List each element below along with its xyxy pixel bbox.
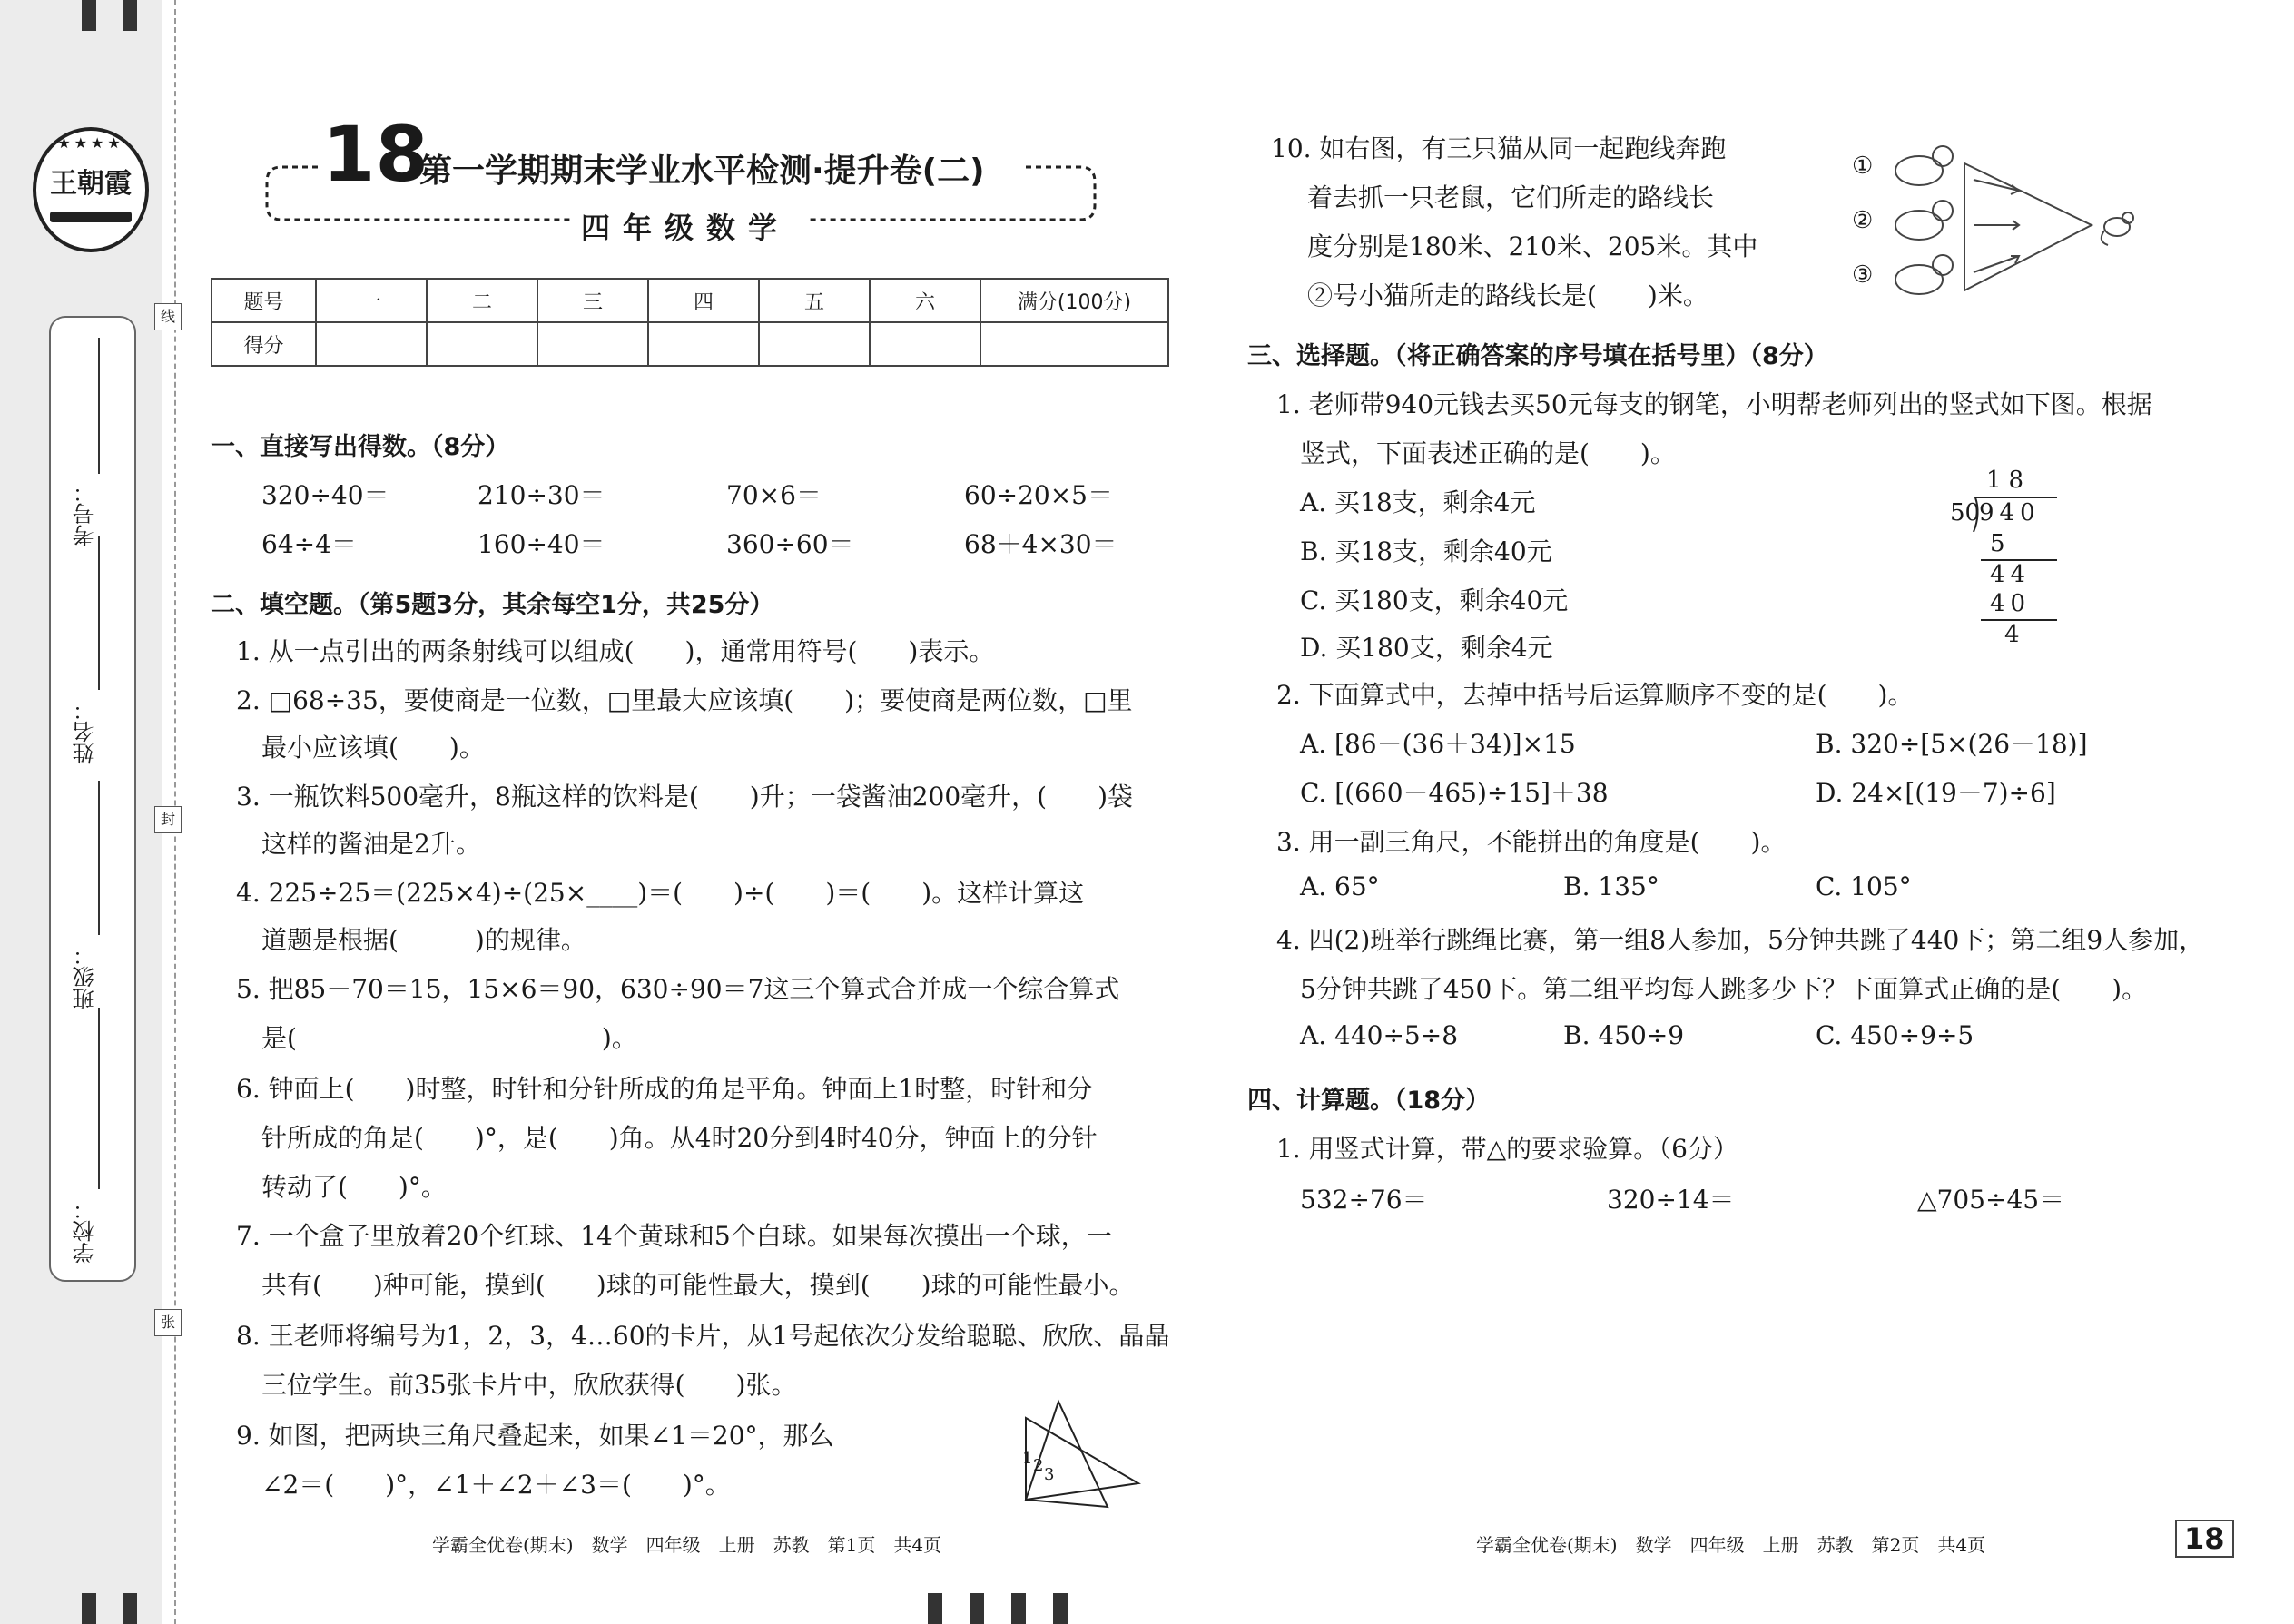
angle-label: 1	[1022, 1449, 1033, 1468]
expression: 320÷14＝	[1607, 1185, 1735, 1215]
option-b: B. 450÷9	[1563, 1020, 1685, 1050]
question-line: 着去抓一只老鼠，它们所走的路线长	[1307, 182, 1715, 212]
expression: 320÷40＝	[261, 480, 389, 510]
question-line: 2. 下面算式中，去掉中括号后运算顺序不变的是( )。	[1276, 680, 1914, 710]
question-line: 3. 用一副三角尺，不能拼出的角度是( )。	[1276, 827, 1787, 857]
table-cell: 六	[870, 279, 980, 322]
option-d: D. 买180支，剩余4元	[1300, 633, 1553, 663]
registration-mark	[1053, 1593, 1068, 1624]
question-line: 1. 从一点引出的两条射线可以组成( )，通常用符号( )表示。	[236, 636, 995, 666]
cat-label: ②	[1852, 207, 1874, 234]
question-line: 道题是根据( )的规律。	[261, 925, 586, 955]
name-label: 姓名：	[73, 699, 98, 764]
question-line: 5. 把85－70＝15，15×6＝90，630÷90＝7这三个算式合并成一个综合算式	[236, 974, 1120, 1004]
section-4-title: 四、计算题。（18分）	[1247, 1087, 1491, 1115]
division-step: 44	[1990, 561, 2032, 588]
option-b: B. 135°	[1563, 871, 1659, 901]
expression: 60÷20×5＝	[964, 480, 1113, 510]
score-input[interactable]	[980, 322, 1168, 366]
exam-number-field[interactable]	[98, 338, 100, 474]
table-cell: 满分(100分)	[980, 279, 1168, 322]
division-divisor: 50	[1950, 499, 1981, 527]
question-line: 7. 一个盒子里放着20个红球、14个黄球和5个白球。如果每次摸出一个球，一	[236, 1221, 1112, 1251]
question-line: 共有( )种可能，摸到( )球的可能性最大，摸到( )球的可能性最小。	[261, 1270, 1135, 1300]
question-line: 2. □68÷35，要使商是一位数，□里最大应该填( )；要使商是两位数，□里	[236, 685, 1133, 715]
option-d: D. 24×[(19－7)÷6]	[1816, 778, 2056, 808]
seal-seal-char: 封	[154, 806, 182, 833]
page-subtitle: 四年级数学	[581, 211, 791, 245]
seal-sheet-char: 张	[154, 1309, 182, 1336]
name-field[interactable]	[98, 536, 100, 690]
expression: 160÷40＝	[478, 529, 605, 559]
right-footer: 学霸全优卷(期末) 数学 四年级 上册 苏教 第2页 共4页	[1476, 1534, 1986, 1556]
score-input[interactable]	[316, 322, 427, 366]
table-row	[212, 279, 1168, 322]
registration-mark	[1011, 1593, 1026, 1624]
publisher-logo: ★★★★ 王朝霞	[33, 127, 149, 252]
question-line: ∠2＝( )°，∠1＋∠2＋∠3＝( )°。	[261, 1470, 731, 1500]
question-line: 10. 如右图，有三只猫从同一起跑线奔跑	[1271, 133, 1727, 163]
angle-label: 2	[1033, 1456, 1044, 1475]
section-1-title: 一、直接写出得数。（8分）	[211, 433, 510, 461]
question-line: 转动了( )°。	[261, 1172, 447, 1202]
expression: 64÷4＝	[261, 529, 357, 559]
question-line: 最小应该填( )。	[261, 733, 485, 763]
option-b: B. 320÷[5×(26－18)]	[1816, 729, 2088, 759]
division-quotient: 18	[1986, 467, 2032, 494]
score-input[interactable]	[870, 322, 980, 366]
option-a: A. 65°	[1300, 871, 1380, 901]
table-cell: 五	[759, 279, 870, 322]
score-input[interactable]	[648, 322, 759, 366]
division-step: 40	[1990, 590, 2032, 617]
division-step: 5	[1990, 530, 2005, 557]
table-cell: 三	[537, 279, 648, 322]
school-label: 学校：	[73, 1198, 98, 1264]
section-2-title: 二、填空题。（第5题3分，其余每空1分，共25分）	[211, 591, 774, 619]
question-line: 是( )。	[261, 1023, 637, 1053]
score-input[interactable]	[427, 322, 537, 366]
registration-mark	[82, 0, 96, 31]
section-3-title: 三、选择题。（将正确答案的序号填在括号里）（8分）	[1247, 342, 1828, 370]
score-input[interactable]	[537, 322, 648, 366]
school-field[interactable]	[98, 1008, 100, 1189]
angle-label: 3	[1044, 1465, 1055, 1484]
registration-mark	[928, 1593, 942, 1624]
question-line: 4. 225÷25＝(225×4)÷(25×____)＝( )÷( )＝( )。这样计算这	[236, 878, 1085, 908]
expression: △705÷45＝	[1917, 1185, 2065, 1215]
question-line: 三位学生。前35张卡片中，欣欣获得( )张。	[261, 1370, 797, 1400]
page-number: 18	[2175, 1520, 2234, 1558]
registration-mark	[970, 1593, 984, 1624]
option-c: C. 买180支，剩余40元	[1300, 586, 1569, 615]
question-line: 这样的酱油是2升。	[261, 829, 481, 859]
test-number: 18	[322, 110, 428, 199]
left-footer: 学霸全优卷(期末) 数学 四年级 上册 苏教 第1页 共4页	[432, 1534, 942, 1556]
score-table	[211, 278, 1169, 367]
option-c: C. 450÷9÷5	[1816, 1020, 1974, 1050]
question-line: ②号小猫所走的路线长是( )米。	[1307, 281, 1708, 310]
registration-mark	[123, 0, 137, 31]
table-cell: 题号	[212, 279, 316, 322]
division-remainder: 4	[2004, 621, 2020, 648]
seal-line-char: 线	[154, 303, 182, 330]
expression: 360÷60＝	[726, 529, 854, 559]
question-line: 度分别是180米、210米、205米。其中	[1307, 231, 1758, 261]
question-line: 4. 四(2)班举行跳绳比赛，第一组8人参加，5分钟共跳了440下；第二组9人参加，	[1276, 925, 2205, 955]
question-line: 6. 钟面上( )时整，时针和分针所成的角是平角。钟面上1时整，时针和分	[236, 1074, 1093, 1104]
class-label: 班级：	[73, 944, 98, 1009]
table-cell: 一	[316, 279, 427, 322]
class-field[interactable]	[98, 781, 100, 935]
table-cell: 四	[648, 279, 759, 322]
table-cell: 二	[427, 279, 537, 322]
expression: 532÷76＝	[1300, 1185, 1428, 1215]
option-b: B. 买18支，剩余40元	[1300, 536, 1552, 566]
question-line: 5分钟共跳了450下。第二组平均每人跳多少下？下面算式正确的是( )。	[1300, 974, 2148, 1004]
option-a: A. 440÷5÷8	[1300, 1020, 1459, 1050]
cat-label: ①	[1852, 153, 1874, 180]
expression: 210÷30＝	[478, 480, 605, 510]
option-a: A. 买18支，剩余4元	[1300, 487, 1536, 517]
registration-mark	[82, 1593, 96, 1624]
option-c: C. [(660－465)÷15]＋38	[1300, 778, 1609, 808]
question-line: 1. 用竖式计算，带△的要求验算。（6分）	[1276, 1134, 1738, 1164]
expression: 68＋4×30＝	[964, 529, 1117, 559]
registration-mark	[123, 1593, 137, 1624]
cats-chasing-mouse-figure	[1883, 136, 2155, 309]
logo-text: 王朝霞	[50, 168, 132, 200]
exam-number-label: 考号：	[73, 481, 98, 546]
question-line: 9. 如图，把两块三角尺叠起来，如果∠1＝20°，那么	[236, 1421, 834, 1451]
cat-label: ③	[1852, 261, 1874, 289]
question-line: 竖式，下面表述正确的是( )。	[1300, 438, 1676, 468]
question-line: 1. 老师带940元钱去买50元每支的钢笔，小明帮老师列出的竖式如下图。根据	[1276, 389, 2152, 419]
table-cell: 得分	[212, 322, 316, 366]
option-a: A. [86－(36＋34)]×15	[1300, 729, 1576, 759]
question-line: 8. 王老师将编号为1，2，3，4…60的卡片，从1号起依次分发给聪聪、欣欣、晶晶	[236, 1321, 1170, 1351]
table-row	[212, 322, 1168, 366]
score-input[interactable]	[759, 322, 870, 366]
page-title: 第一学期期末学业水平检测·提升卷(二)	[419, 153, 985, 190]
question-line: 3. 一瓶饮料500毫升，8瓶这样的饮料是( )升；一袋酱油200毫升，( )袋	[236, 782, 1134, 812]
student-info-box	[49, 316, 136, 1282]
division-bracket	[1970, 496, 2061, 537]
option-c: C. 105°	[1816, 871, 1912, 901]
question-line: 针所成的角是( )°，是( )角。从4时20分到4时40分，钟面上的分针	[261, 1123, 1098, 1153]
division-dividend: 940	[1979, 499, 2041, 527]
expression: 70×6＝	[726, 480, 822, 510]
